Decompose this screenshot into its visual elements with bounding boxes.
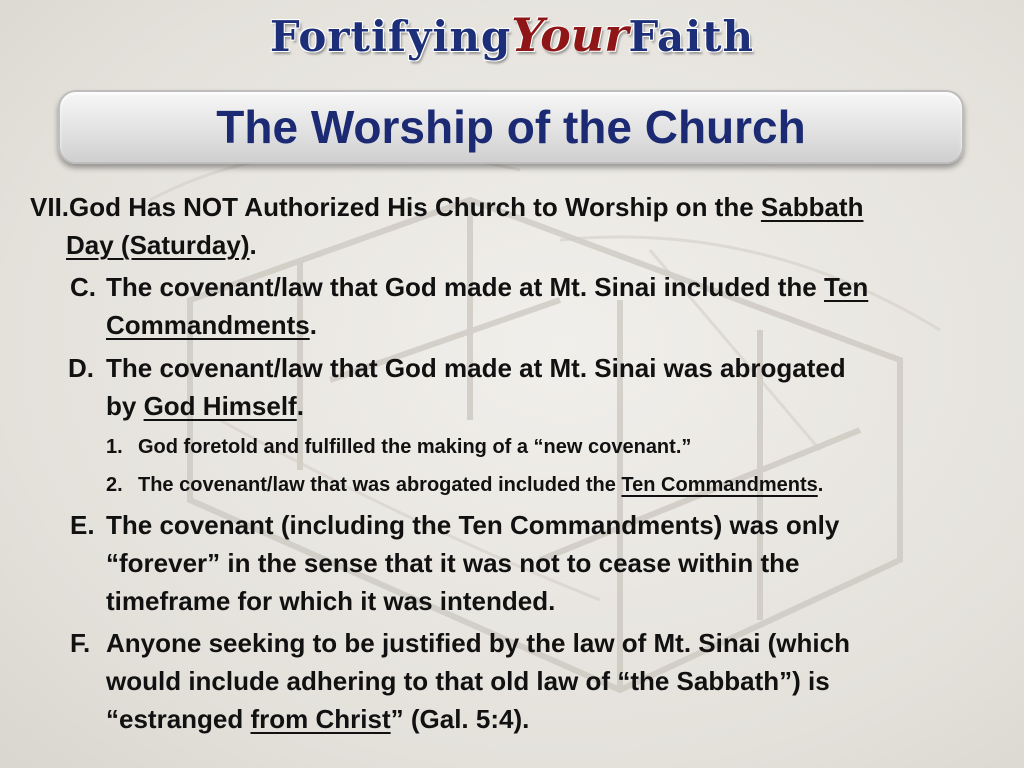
outline-main-marker: VII. (30, 192, 70, 222)
subitem-1-text: God foretold and fulfilled the making of a “new covenant.” (138, 436, 692, 458)
item-f-line1: Anyone seeking to be justified by the law of Mt. Sinai (which (106, 628, 850, 658)
item-e-line2: “forever” in the sense that it was not to cease within the (106, 548, 800, 578)
item-e-line3: timeframe for which it was intended. (106, 586, 556, 616)
item-f-underlined: from Christ (250, 704, 391, 734)
item-c-end: . (309, 310, 317, 340)
outline-main-line1 (30, 192, 863, 222)
item-d-line1: The covenant/law that God made at Mt. Sinai was abrogated (106, 353, 846, 383)
item-c-text: The covenant/law that God made at Mt. Sinai included the (106, 272, 824, 302)
item-f-text: “estranged (106, 704, 251, 734)
item-c-marker: C. (70, 272, 96, 302)
item-e-line1: The covenant (including the Ten Commandments) was only (106, 510, 840, 540)
outline-main-end: . (249, 230, 257, 260)
item-d-line2 (106, 391, 304, 421)
item-e-marker: E. (70, 510, 95, 540)
subitem-2-end: . (817, 474, 824, 496)
item-d-end: . (296, 391, 304, 421)
outline-main-underlined: Sabbath (760, 192, 864, 222)
item-f-marker: F. (70, 628, 91, 658)
subitem-1-marker: 1. (106, 436, 123, 458)
item-f-end: ” (Gal. 5:4). (390, 704, 530, 734)
item-d-marker: D. (68, 353, 94, 383)
logo-word-faith: Faith (628, 12, 755, 61)
subitem-2-marker: 2. (106, 474, 123, 496)
item-d-underlined: God Himself (143, 391, 297, 421)
outline-main-underlined-2: Day (Saturday) (66, 230, 250, 260)
item-c-line1 (106, 272, 868, 302)
logo-word-fortifying: Fortifying (269, 12, 512, 61)
outline-main-text: God Has NOT Authorized His Church to Worship on the (69, 192, 761, 222)
item-f-line2: would include adhering to that old law of “the Sabbath”) is (106, 666, 830, 696)
item-d-text: by (106, 391, 144, 421)
item-c-underlined: Ten (823, 272, 869, 302)
subitem-2-text: The covenant/law that was abrogated included the (138, 474, 622, 496)
page-title: The Worship of the Church (216, 101, 806, 153)
subitem-2-line (138, 473, 823, 497)
outline-main-line2 (66, 230, 257, 260)
item-f-line3 (106, 704, 529, 734)
item-c-line2 (106, 310, 317, 340)
subitem-2-underlined: Ten Commandments (621, 474, 818, 496)
item-c-underlined-2: Commandments (106, 310, 310, 340)
logo-word-your: Your (511, 8, 629, 62)
